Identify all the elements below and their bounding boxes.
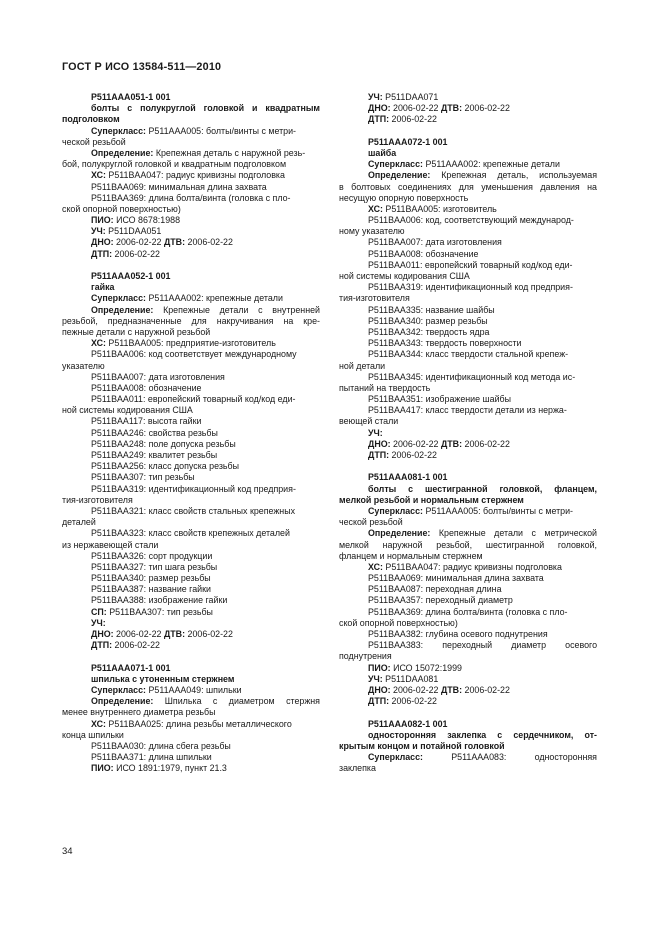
text-line [62, 338, 320, 349]
text-line [62, 540, 320, 551]
bold-term: ДНО: [368, 438, 391, 449]
line-text: ИСО 15072:1999 [390, 662, 462, 673]
text-line [339, 204, 597, 215]
bold-term: крытым концом и потайной головкой [339, 740, 505, 751]
text-line [339, 528, 597, 539]
line-text: в болтовых соединениях для уменьшения давления на [339, 181, 597, 192]
bold-term: болты с шестигранной головкой, фланцем, [368, 483, 597, 494]
line-text: поднутрения [339, 651, 392, 662]
line-text: P511BAA007: дата изготовления [91, 371, 225, 382]
text-line [62, 137, 320, 148]
text-line [339, 226, 597, 237]
line-text: заклепка [339, 763, 376, 774]
line-text: P511BAA047: радиус кривизны подголовка [105, 170, 285, 181]
bold-term: P511AAA082-1 001 [368, 718, 448, 729]
line-text: P511BAA025: длина резьбы металлического [105, 718, 292, 729]
text-line [339, 540, 597, 551]
bold-term: УЧ: [91, 617, 106, 628]
text-line [62, 428, 320, 439]
text-line [339, 484, 597, 495]
line-text: 2006-02-22 [185, 629, 233, 639]
line-text: P511BAA319: идентификационный код предприя- [368, 282, 573, 293]
text-line [339, 293, 597, 304]
text-line [62, 148, 320, 159]
line-text: P511BAA117: высота гайки [91, 416, 202, 427]
line-text: деталей [62, 517, 96, 528]
right-column [339, 92, 597, 774]
text-line [62, 237, 320, 248]
bold-term: СП: [91, 606, 107, 617]
line-text: P511BAA342: твердость ядра [368, 326, 490, 337]
text-line [339, 763, 597, 774]
text-line [339, 428, 597, 439]
left-column [62, 92, 320, 774]
bold-term: P511AAA072-1 001 [368, 136, 448, 147]
line-text: P511BAA249: квалитет резьбы [91, 450, 218, 460]
text-line [339, 193, 597, 204]
line-text: 2006-02-22 [462, 103, 510, 114]
text-line [339, 282, 597, 293]
text-line [339, 349, 597, 360]
bold-term: ДНО: [91, 237, 114, 248]
text-line [339, 159, 597, 170]
text-line [62, 293, 320, 304]
bold-term: ПИО: [91, 215, 114, 226]
text-line [62, 506, 320, 517]
text-line [339, 584, 597, 595]
line-text: 2006-02-22 [462, 438, 510, 449]
line-text: тия-изготовителя [339, 293, 410, 304]
bold-term: шайба [368, 147, 397, 158]
line-text: 2006-02-22 [390, 684, 441, 695]
line-text: P511BAA005: изготовитель [382, 203, 497, 214]
line-text: P511BAA069: минимальная длина захвата [368, 573, 544, 584]
line-text: бой, полукруглой головкой и квадратным подголовком [62, 159, 287, 170]
line-text: 2006-02-22 [390, 438, 441, 449]
line-text: P511AAA049: шпильки [146, 684, 242, 695]
text-line [62, 629, 320, 640]
line-text: ной системы кодирования США [339, 271, 470, 281]
text-line [339, 595, 597, 606]
line-text: пежные детали с наружной резьбой [62, 326, 211, 337]
bold-term: Определение: [91, 696, 154, 707]
text-line [62, 215, 320, 226]
text-line [62, 528, 320, 539]
text-line [62, 372, 320, 383]
text-line [62, 226, 320, 237]
text-line [62, 640, 320, 651]
line-text: P511BAA388: изображение гайки [91, 595, 228, 606]
text-line [62, 405, 320, 416]
text-line [62, 495, 320, 506]
line-text: P511BAA357: переходный диаметр [368, 595, 513, 606]
line-text: P511BAA030: длина сбега резьбы [91, 740, 231, 751]
line-text: Крепежные детали с внутренней [153, 304, 320, 315]
text-line [62, 484, 320, 495]
line-text: пытаний на твердость [339, 382, 431, 393]
line-text: 2006-02-22 [462, 684, 510, 695]
bold-term: ДТП: [368, 696, 390, 707]
text-line [339, 629, 597, 640]
text-line [339, 752, 597, 763]
line-text: P511BAA382: глубина осевого поднутрения [368, 629, 548, 639]
line-text: P511BAA343: твердость поверхности [368, 338, 522, 349]
line-text: P511BAA351: изображение шайбы [368, 394, 511, 405]
text-line [62, 114, 320, 125]
line-text: P511BAA008: обозначение [91, 382, 202, 393]
document-header: ГОСТ Р ИСО 13584-511—2010 [62, 61, 222, 73]
text-line [339, 551, 597, 562]
line-text: ИСО 8678:1988 [113, 215, 181, 226]
bold-term: мелкой резьбой и нормальным стержнем [339, 494, 524, 505]
line-text: P511BAA340: размер резьбы [91, 573, 211, 584]
line-text: Крепежная деталь, используемая [430, 170, 597, 181]
line-text: ному указателю [339, 226, 405, 237]
bold-term: ХС: [91, 170, 106, 181]
line-text: тия-изготовителя [62, 494, 133, 505]
text-line [339, 685, 597, 696]
line-text: P511AAA005: болты/винты с метри- [423, 505, 574, 516]
line-text: 2006-02-22 [185, 237, 233, 248]
text-line [339, 562, 597, 573]
bold-term: Определение: [368, 528, 431, 539]
bold-term: ДТП: [91, 248, 113, 259]
line-text: P511BAA069: минимальная длина захвата [91, 181, 267, 192]
text-line [62, 763, 320, 774]
bold-term: ХС: [91, 338, 106, 349]
text-line [339, 372, 597, 383]
text-line [62, 674, 320, 685]
text-line [62, 92, 320, 103]
bold-term: ДТП: [368, 114, 390, 125]
line-text: P511BAA327: тип шага резьбы [91, 561, 218, 572]
text-line [62, 663, 320, 674]
bold-term: P511AAA071-1 001 [91, 662, 171, 673]
line-text: конца шпильки [62, 729, 124, 740]
line-text: 2006-02-22 [390, 103, 441, 114]
text-line [339, 361, 597, 372]
text-line [339, 316, 597, 327]
text-line [62, 182, 320, 193]
line-text: P511DAA051 [105, 226, 162, 237]
line-text: P511BAA369: длина болта/винта (головка с пло- [91, 192, 291, 203]
text-line [339, 103, 597, 114]
line-text: несущую опорную поверхность [339, 192, 469, 203]
line-text: P511AAA083: односторонняя [423, 752, 597, 763]
text-line [339, 607, 597, 618]
line-text: P511BAA087: переходная длина [368, 584, 502, 595]
line-text: 2006-02-22 [113, 237, 164, 248]
entry-separator [339, 707, 597, 718]
line-text: P511AAA002: крепежные детали [146, 293, 283, 304]
text-line [339, 719, 597, 730]
text-line [339, 305, 597, 316]
text-line [62, 193, 320, 204]
line-text: P511AAA002: крепежные детали [423, 159, 560, 170]
bold-term: Суперкласс: [91, 684, 147, 695]
text-line [339, 416, 597, 427]
bold-term: шпилька с утоненным стержнем [91, 673, 235, 684]
line-text: Крепежная деталь с наружной резь- [153, 147, 306, 158]
text-line [339, 215, 597, 226]
bold-term: Суперкласс: [91, 293, 147, 304]
text-line [62, 126, 320, 137]
text-line [339, 439, 597, 450]
text-line [339, 696, 597, 707]
line-text: P511BAA326: сорт продукции [91, 550, 213, 561]
text-line [339, 405, 597, 416]
text-line [62, 159, 320, 170]
line-text: P511BAA006: код соответствует международному [91, 349, 297, 360]
bold-term: ДТВ: [440, 103, 463, 114]
line-text: веющей стали [339, 416, 399, 427]
text-line [339, 271, 597, 282]
text-line [62, 517, 320, 528]
line-text: мелкой наружной резьбой, шестигранной головкой, [339, 539, 597, 550]
bold-term: подголовком [62, 114, 120, 125]
text-line [339, 663, 597, 674]
bold-term: ДТП: [368, 450, 390, 460]
line-text: P511BAA011: европейский товарный код/код еди- [368, 259, 573, 270]
bold-term: P511AAA051-1 001 [91, 92, 171, 102]
bold-term: ПИО: [91, 763, 114, 774]
line-text: из нержавеющей стали [62, 539, 159, 550]
line-text: P511BAA256: класс допуска резьбы [91, 461, 240, 472]
line-text: ИСО 1891:1979, пункт 21.3 [113, 763, 227, 774]
line-text: ной системы кодирования США [62, 405, 193, 416]
line-text: P511BAA005: предприятие-изготовитель [105, 338, 276, 349]
bold-term: ДНО: [368, 684, 391, 695]
line-text: указателю [62, 360, 105, 371]
line-text: P511BAA371: длина шпильки [91, 752, 212, 763]
line-text: P511BAA248: поле допуска резьбы [91, 438, 236, 449]
bold-term: ДНО: [368, 103, 391, 114]
line-text: P511DAA071 [382, 92, 439, 102]
text-line [62, 450, 320, 461]
bold-term: ДТВ: [440, 438, 463, 449]
text-line [339, 383, 597, 394]
text-line [62, 271, 320, 282]
line-text: P511BAA047: радиус кривизны подголовка [382, 561, 562, 572]
text-line [339, 114, 597, 125]
text-line [339, 394, 597, 405]
bold-term: Определение: [368, 170, 431, 181]
line-text: ческой резьбой [339, 517, 403, 528]
text-line [339, 237, 597, 248]
bold-term: ДТВ: [163, 237, 186, 248]
text-line [62, 204, 320, 215]
text-line [62, 472, 320, 483]
text-line [62, 394, 320, 405]
text-line [62, 383, 320, 394]
text-line [339, 92, 597, 103]
text-line [62, 327, 320, 338]
text-line [62, 741, 320, 752]
bold-term: ХС: [91, 718, 106, 729]
entry-separator [62, 260, 320, 271]
text-line [62, 305, 320, 316]
text-line [339, 495, 597, 506]
entry-separator [339, 461, 597, 472]
text-line [339, 148, 597, 159]
text-line [62, 595, 320, 606]
text-line [62, 282, 320, 293]
text-line [62, 719, 320, 730]
text-line [339, 674, 597, 685]
text-line [339, 260, 597, 271]
entry-separator [339, 126, 597, 137]
text-line [62, 584, 320, 595]
text-line [339, 741, 597, 752]
bold-term: гайка [91, 282, 115, 293]
text-line [62, 696, 320, 707]
bold-term: Суперкласс: [368, 752, 424, 763]
line-text: P511BAA008: обозначение [368, 248, 479, 259]
line-text: P511BAA383: переходный диаметр осевого [368, 640, 597, 651]
text-line [339, 640, 597, 651]
bold-term: болты с полукруглой головкой и квадратным [91, 103, 320, 114]
text-line [62, 316, 320, 327]
text-line [339, 472, 597, 483]
text-line [339, 137, 597, 148]
line-text: P511BAA006: код, соответствующий международ- [368, 215, 574, 226]
bold-term: Суперкласс: [91, 125, 147, 136]
line-text: P511BAA369: длина болта/винта (головка с пло- [368, 606, 568, 617]
bold-term: УЧ: [368, 92, 383, 102]
text-line [62, 707, 320, 718]
bold-term: ХС: [368, 561, 383, 572]
bold-term: Определение: [91, 304, 154, 315]
entry-separator [62, 651, 320, 662]
text-line [339, 182, 597, 193]
line-text: P511BAA246: свойства резьбы [91, 427, 218, 438]
line-text: P511AAA005: болты/винты с метри- [146, 125, 297, 136]
line-text: 2006-02-22 [112, 640, 160, 651]
line-text: P511DAA081 [382, 673, 439, 684]
line-text: Крепежные детали с метрической [430, 528, 597, 539]
line-text: P511BAA340: размер резьбы [368, 315, 488, 326]
text-line [62, 103, 320, 114]
text-line [62, 249, 320, 260]
text-line [339, 517, 597, 528]
bold-term: ДТВ: [440, 684, 463, 695]
line-text: P511BAA307: тип резьбы [91, 472, 195, 483]
line-text: 2006-02-22 [112, 248, 160, 259]
bold-term: ПИО: [368, 662, 391, 673]
text-line [62, 730, 320, 741]
text-line [62, 349, 320, 360]
bold-term: ДТП: [91, 640, 113, 651]
line-text: ной детали [339, 360, 386, 371]
text-line [339, 573, 597, 584]
text-line [62, 573, 320, 584]
line-text: фланцем и нормальным стержнем [339, 550, 483, 561]
text-line [62, 618, 320, 629]
text-line [62, 551, 320, 562]
line-text: ской опорной поверхностью) [339, 617, 458, 628]
text-line [62, 607, 320, 618]
line-text: P511BAA323: класс свойств крепежных деталей [91, 528, 290, 539]
line-text: P511BAA319: идентификационный код предприя- [91, 483, 296, 494]
text-line [339, 730, 597, 741]
text-line [339, 327, 597, 338]
line-text: ческой резьбой [62, 136, 126, 147]
text-line [339, 338, 597, 349]
line-text: резьбой, предназначенные для накручивания на кре- [62, 315, 320, 326]
line-text: P511BAA344: класс твердости стальной крепеж- [368, 349, 569, 360]
text-line [339, 506, 597, 517]
line-text: P511BAA345: идентификационный код метода ис- [368, 371, 576, 382]
bold-term: P511AAA052-1 001 [91, 271, 171, 281]
line-text: P511BAA321: класс свойств стальных крепежных [91, 505, 296, 516]
text-line [62, 562, 320, 573]
bold-term: УЧ: [368, 427, 383, 438]
page-number: 34 [62, 846, 73, 857]
bold-term: УЧ: [368, 673, 383, 684]
text-line [62, 361, 320, 372]
bold-term: односторонняя заклепка с сердечником, от- [368, 729, 597, 740]
text-line [62, 461, 320, 472]
text-line [339, 170, 597, 181]
line-text: P511BAA011: европейский товарный код/код еди- [91, 394, 296, 405]
line-text: 2006-02-22 [389, 114, 437, 125]
line-text: ской опорной поверхностью) [62, 203, 181, 214]
line-text: P511BAA007: дата изготовления [368, 237, 502, 248]
line-text: P511BAA307: тип резьбы [106, 606, 213, 617]
line-text: менее внутреннего диаметра резьбы [62, 707, 216, 718]
text-line [339, 249, 597, 260]
line-text: P511BAA335: название шайбы [368, 304, 495, 315]
line-text: 2006-02-22 [113, 629, 164, 639]
bold-term: P511AAA081-1 001 [368, 472, 448, 483]
text-line [339, 618, 597, 629]
line-text: P511BAA417: класс твердости детали из нержа- [368, 405, 567, 416]
text-line [62, 439, 320, 450]
bold-term: ХС: [368, 203, 383, 214]
bold-term: ДТВ: [163, 629, 186, 639]
text-line [62, 685, 320, 696]
line-text: Шпилька с диаметром стержня [153, 696, 320, 707]
text-line [339, 651, 597, 662]
text-line [62, 416, 320, 427]
text-line [62, 170, 320, 181]
bold-term: Определение: [91, 147, 154, 158]
bold-term: УЧ: [91, 226, 106, 237]
bold-term: Суперкласс: [368, 159, 424, 170]
bold-term: ДНО: [91, 629, 114, 639]
bold-term: Суперкласс: [368, 505, 424, 516]
line-text: 2006-02-22 [389, 450, 437, 460]
text-line [339, 450, 597, 461]
text-line [62, 752, 320, 763]
line-text: P511BAA387: название гайки [91, 584, 211, 595]
line-text: 2006-02-22 [389, 696, 437, 707]
